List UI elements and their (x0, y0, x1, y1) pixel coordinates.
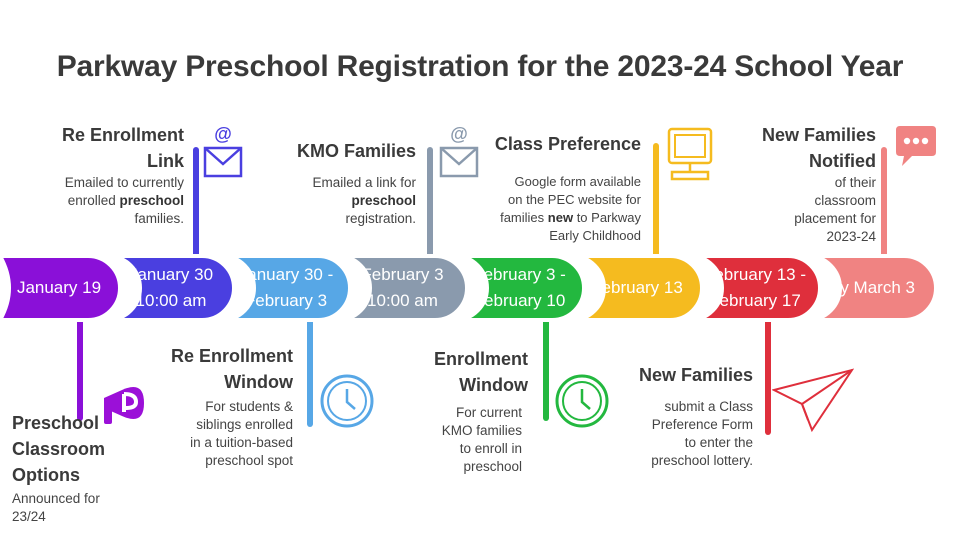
svg-text:@: @ (214, 124, 232, 144)
new-families-desc: submit a Class Preference Form to enter the preschool lottery. (651, 399, 753, 468)
enrollment-window-desc: For current KMO families to enroll in preschool (441, 405, 522, 474)
re-enrollment-window-desc: For students & siblings enrolled in a tuition-based preschool spot (190, 399, 293, 468)
computer-icon (666, 126, 714, 182)
page-title: Parkway Preschool Registration for the 2023-24 School Year (56, 50, 904, 83)
paper-plane-icon (772, 368, 854, 434)
re-enrollment-window-heading: Re Enrollment Window (170, 346, 293, 392)
timeline-segment-label: January 19 (16, 278, 102, 297)
kmo-families-heading: KMO Families (296, 141, 416, 161)
timeline-segment-label: February 13 (591, 278, 683, 297)
email-icon (438, 124, 480, 180)
timeline-segment-label: By March 3 (829, 278, 915, 297)
email-icon (202, 124, 244, 180)
new-families-heading: New Families (638, 365, 753, 385)
preschool-options-desc: Announced for 23/24 (12, 491, 100, 524)
chat-icon (894, 124, 938, 168)
timeline-segment-label: January 30 10:00 am (128, 265, 214, 310)
re-enrollment-link-heading: Re Enrollment Link (61, 125, 184, 171)
svg-text:@: @ (450, 124, 468, 144)
clock-icon (553, 372, 611, 430)
class-preference-heading: Class Preference (494, 134, 641, 154)
megaphone-icon (96, 380, 152, 430)
preschool-options-heading: Preschool Classroom Options (12, 413, 106, 485)
new-families-notified-desc: of their classroom placement for 2023-24 (794, 175, 876, 244)
clock-icon (318, 372, 376, 430)
enrollment-window-heading: Enrollment Window (433, 349, 528, 395)
timeline-segment-label: February 3 - February 10 (473, 265, 566, 310)
kmo-families-desc: Emailed a link for preschool registration. (312, 175, 416, 226)
timeline-segment-label: February 3 10:00 am (361, 265, 444, 310)
timeline-segment-label: February 13 - February 17 (703, 265, 807, 310)
new-families-notified-heading: New Families Notified (761, 125, 876, 171)
re-enrollment-link-desc: Emailed to currently enrolled preschool families. (64, 175, 184, 226)
class-preference-desc: Google form available on the PEC website for families new to Parkway Early Childhood (500, 174, 641, 243)
timeline-segment-label: January 30 - February 3 (238, 265, 334, 310)
